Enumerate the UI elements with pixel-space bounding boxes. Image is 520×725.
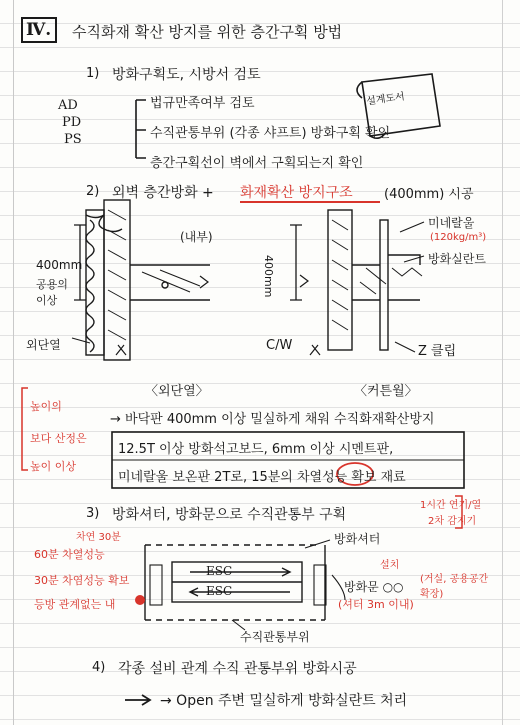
cw-label: C/W — [266, 338, 293, 353]
margin-note-2: 보다 산정은 — [30, 432, 87, 445]
left-red-2: 60분 차열성능 — [34, 548, 105, 561]
bracket-line — [136, 100, 146, 158]
dim-400-left: 400mm — [36, 258, 83, 272]
dim-left-note: 공용의 이상 — [36, 278, 68, 307]
sealant-label: 방화실란트 — [428, 252, 486, 266]
margin-note-3: 높이 이상 — [30, 460, 77, 473]
dim-400-right: 400mm — [262, 255, 275, 298]
s1-item-1: 법규만족여부 검토 — [150, 96, 255, 111]
caption-left: 〈외단열〉 — [145, 384, 209, 399]
page-title: 수직화재 확산 방지를 위한 층간구획 방법 — [72, 23, 343, 41]
box-line-2: 미네랄울 보온판 2T로, 15분의 차열성능 확보 재료 — [118, 470, 406, 485]
s2-title-a: 외벽 층간방화 + — [112, 185, 214, 201]
margin-bracket — [22, 388, 28, 470]
s4-label: 4) — [92, 660, 106, 675]
s1-label: 1) — [86, 66, 100, 81]
side-ad: AD — [58, 98, 78, 113]
outer-insulation-label: 외단열 — [26, 338, 61, 352]
side-pd: PD — [62, 115, 82, 130]
curtain-wall-diagram — [300, 210, 424, 355]
vertical-penetration-label: 수직관통부위 — [240, 630, 310, 644]
door-label: 방화문 ○○ — [344, 580, 404, 594]
dimension-right — [290, 225, 302, 300]
s4-title: 각종 설비 관계 수직 관통부위 방화시공 — [118, 661, 357, 677]
z-clip-label: Z 클립 — [418, 344, 457, 359]
bracket-red-note: (거실, 공용공간 확장) — [420, 574, 489, 600]
s3-side-red-1: 1시간 연기/열 — [420, 500, 482, 511]
door-note: (셔터 3m 이내) — [338, 598, 414, 611]
s3-side-red-2: 2차 감지기 — [428, 516, 477, 527]
shutter-diagram — [145, 540, 345, 630]
s2-title-c: (400mm) 시공 — [384, 187, 474, 202]
s3-title: 방화셔터, 방화문으로 수직관통부 구획 — [112, 507, 347, 523]
section-number: Ⅳ. — [26, 20, 52, 40]
margin-note-1: 높이의 — [30, 400, 62, 413]
esc-down: ESC — [206, 584, 233, 598]
s1-item-2: 수직관통부위 (각종 샤프트) 방화구획 확인 — [150, 126, 391, 141]
esc-up: ESC — [206, 564, 233, 578]
shutter-label: 방화셔터 — [334, 532, 381, 546]
left-red-4: 등방 관계없는 내 — [34, 598, 116, 611]
side-ps: PS — [64, 132, 82, 147]
outer-insulation-diagram — [86, 200, 210, 360]
s2-line1: → 바닥판 400mm 이상 밀실하게 채워 수직화재확산방지 — [110, 412, 435, 427]
box-line-1: 12.5T 이상 방화석고보드, 6mm 이상 시멘트판, — [118, 442, 394, 457]
door-red-note: 설치 — [380, 560, 400, 571]
caption-right: 〈커튼월〉 — [354, 384, 418, 399]
red-underline — [240, 201, 380, 203]
left-red-3: 30분 차염성능 확보 — [34, 574, 130, 587]
s3-label: 3) — [86, 506, 100, 521]
s2-title-b: 화재확산 방지구조 — [240, 185, 353, 201]
s1-title: 방화구획도, 시방서 검토 — [112, 67, 261, 83]
mineral-wool-note: (120kg/m³) — [430, 232, 487, 243]
mineral-wool-label: 미네랄울 — [428, 216, 475, 230]
s4-sub: → Open 주변 밀실하게 방화실란트 처리 — [160, 693, 408, 709]
red-dot — [135, 595, 145, 605]
arrow-icon — [125, 695, 150, 705]
left-red-1: 차연 30분 — [76, 532, 121, 543]
stamp-label: 설계도서 — [365, 91, 406, 108]
s2-label: 2) — [86, 184, 100, 199]
diagram-inside-label: (내부) — [180, 230, 213, 244]
s1-item-3: 층간구획선이 벽에서 구획되는지 확인 — [150, 156, 364, 171]
